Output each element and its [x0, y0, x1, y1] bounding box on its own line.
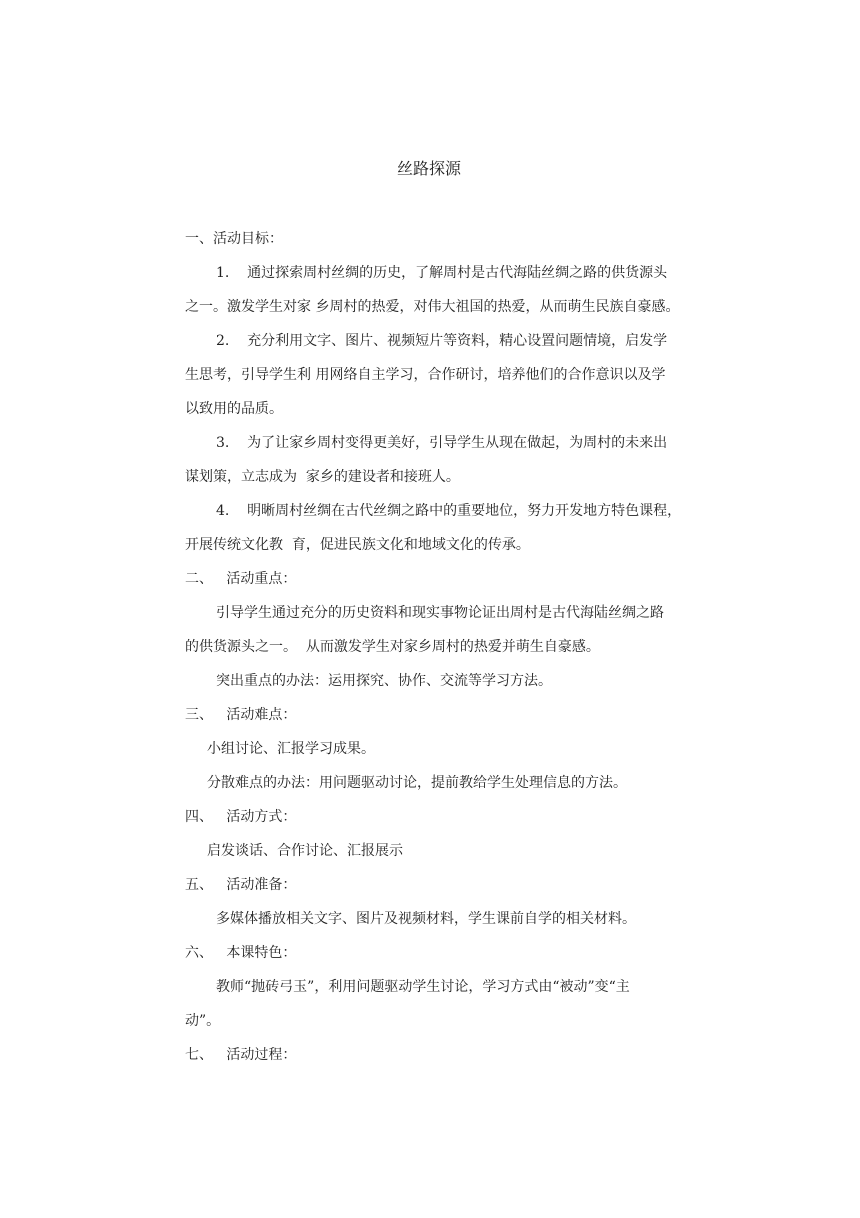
goal-2-line-1: 2. 充分利用文字、图片、视频短片等资料，精心设置问题情境，启发学 — [216, 333, 668, 349]
section-heading-2: 二、 活动重点： — [185, 571, 297, 587]
section-heading-1: 一、活动目标： — [185, 231, 283, 247]
feature-line-2: 动”。 — [185, 1013, 221, 1029]
goal-3-line-2: 谋划策，立志成为 家乡的建设者和接班人。 — [185, 469, 460, 485]
section-heading-3: 三、 活动难点： — [185, 707, 297, 723]
goal-2-line-2: 生思考，引导学生利 用网络自主学习，合作研讨，培养他们的合作意识以及学 — [185, 367, 666, 383]
focus-method: 突出重点的办法：运用探究、协作、交流等学习方法。 — [216, 673, 552, 689]
goal-3-line-1: 3. 为了让家乡周村变得更美好，引导学生从现在做起，为周村的未来出 — [216, 435, 668, 451]
section-heading-4: 四、 活动方式： — [185, 809, 297, 825]
goal-1-line-1: 1. 通过探索周村丝绸的历史，了解周村是古代海陆丝绸之路的供货源头 — [216, 265, 668, 281]
difficulty-method: 分散难点的办法：用问题驱动讨论，提前教给学生处理信息的方法。 — [207, 775, 627, 791]
document-title: 丝路探源 — [397, 159, 462, 178]
section-heading-5: 五、 活动准备： — [185, 877, 297, 893]
goal-1-line-2: 之一。激发学生对家 乡周村的热爱，对伟大祖国的热爱，从而萌生民族自豪感。 — [185, 299, 680, 315]
method-line: 启发谈话、合作讨论、汇报展示 — [207, 843, 403, 859]
goal-2-line-3: 以致用的品质。 — [185, 401, 283, 417]
difficulty-line: 小组讨论、汇报学习成果。 — [207, 741, 375, 757]
section-heading-7: 七、 活动过程： — [185, 1047, 297, 1063]
feature-line-1: 教师“抛砖弓玉”，利用问题驱动学生讨论，学习方式由“被动”变“主 — [216, 979, 630, 995]
focus-line-1: 引导学生通过充分的历史资料和现实事物论证出周村是古代海陆丝绸之路 — [216, 605, 664, 621]
focus-line-2: 的供货源头之一。 从而激发学生对家乡周村的热爱并萌生自豪感。 — [185, 639, 600, 655]
preparation-line: 多媒体播放相关文字、图片及视频材料，学生课前自学的相关材料。 — [216, 911, 636, 927]
goal-4-line-1: 4. 明晰周村丝绸在古代丝绸之路中的重要地位，努力开发地方特色课程， — [216, 503, 682, 519]
goal-4-line-2: 开展传统文化教 育，促进民族文化和地域文化的传承。 — [185, 537, 530, 553]
section-heading-6: 六、 本课特色： — [185, 945, 297, 961]
